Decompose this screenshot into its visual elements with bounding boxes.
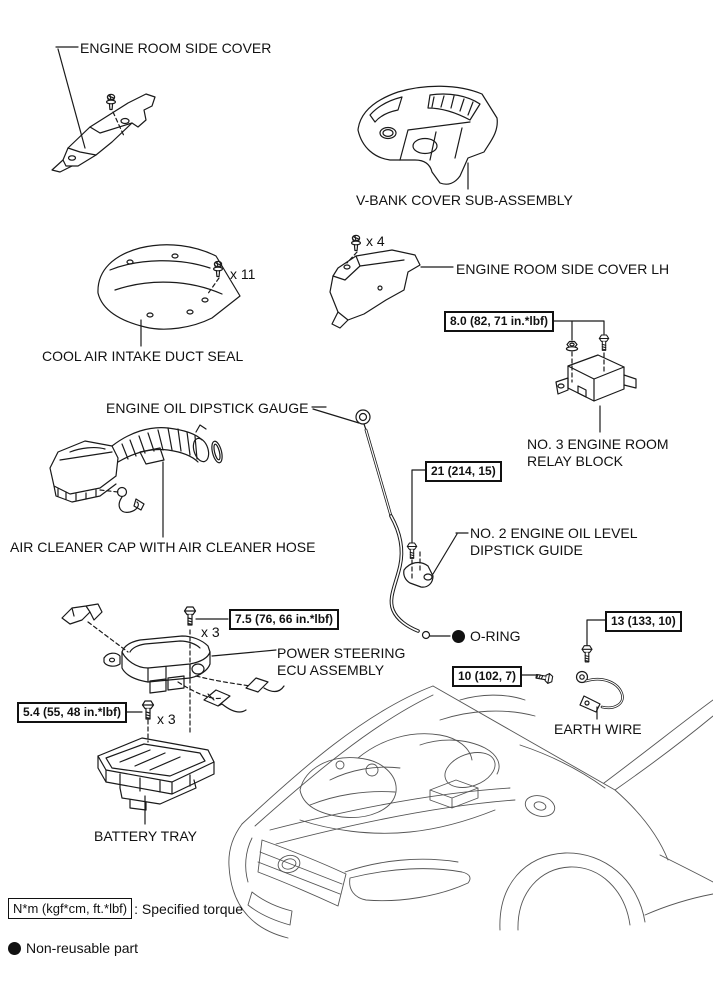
label-earth-wire: EARTH WIRE bbox=[554, 721, 642, 737]
torque-earth-wire-lower: 10 (102, 7) bbox=[452, 666, 522, 687]
label-dipstick-guide-line1: NO. 2 ENGINE OIL LEVEL bbox=[470, 525, 638, 541]
label-power-steering-line1: POWER STEERING bbox=[277, 645, 406, 661]
qty-battery-tray-bolts: x 3 bbox=[157, 711, 176, 727]
legend-non-reusable-text: Non-reusable part bbox=[26, 940, 139, 956]
earth-wire-drawing bbox=[516, 620, 622, 719]
label-air-cleaner-cap: AIR CLEANER CAP WITH AIR CLEANER HOSE bbox=[10, 539, 316, 555]
dipstick-guide-drawing bbox=[404, 470, 468, 636]
label-power-steering-line2: ECU ASSEMBLY bbox=[277, 662, 385, 678]
legend-torque-unit-box: N*m (kgf*cm, ft.*lbf) bbox=[8, 898, 132, 919]
label-o-ring-text: O-RING bbox=[470, 628, 521, 644]
label-battery-tray: BATTERY TRAY bbox=[94, 828, 197, 844]
legend-specified-torque bbox=[8, 898, 243, 919]
label-o-ring bbox=[452, 628, 521, 645]
legend-non-reusable bbox=[8, 940, 138, 956]
label-engine-room-side-cover: ENGINE ROOM SIDE COVER bbox=[80, 40, 272, 56]
v-bank-cover-drawing bbox=[358, 86, 497, 189]
label-cool-air-intake-duct-seal: COOL AIR INTAKE DUCT SEAL bbox=[42, 348, 244, 364]
legend-torque-meaning: : Specified torque bbox=[134, 900, 244, 917]
label-relay-block-line2: RELAY BLOCK bbox=[527, 453, 623, 469]
label-relay-block bbox=[527, 436, 669, 470]
qty-side-cover-lh: x 4 bbox=[366, 233, 385, 249]
air-cleaner-drawing bbox=[50, 425, 224, 537]
label-engine-room-side-cover-lh: ENGINE ROOM SIDE COVER LH bbox=[456, 261, 670, 277]
torque-earth-wire-upper: 13 (133, 10) bbox=[605, 611, 682, 632]
non-reusable-legend-icon bbox=[8, 942, 21, 955]
label-v-bank-cover: V-BANK COVER SUB-ASSEMBLY bbox=[356, 192, 573, 208]
torque-ecu-bolts: 7.5 (76, 66 in.*lbf) bbox=[229, 609, 339, 630]
qty-ecu-bolts: x 3 bbox=[201, 624, 220, 640]
engine-room-side-cover-lh-drawing bbox=[330, 235, 453, 328]
label-engine-oil-dipstick-gauge: ENGINE OIL DIPSTICK GAUGE bbox=[106, 400, 309, 416]
torque-dipstick-guide: 21 (214, 15) bbox=[425, 461, 502, 482]
non-reusable-marker-icon bbox=[452, 630, 465, 643]
relay-block-drawing bbox=[545, 321, 636, 432]
qty-duct-seal: x 11 bbox=[230, 266, 256, 282]
torque-battery-tray: 5.4 (55, 48 in.*lbf) bbox=[17, 702, 127, 723]
label-power-steering-ecu bbox=[277, 645, 405, 679]
engine-room-side-cover-drawing bbox=[52, 47, 155, 172]
cool-air-intake-duct-seal-drawing bbox=[98, 245, 240, 346]
torque-side-cover-lh: 8.0 (82, 71 in.*lbf) bbox=[444, 311, 554, 332]
label-dipstick-guide bbox=[470, 525, 638, 559]
label-relay-block-line1: NO. 3 ENGINE ROOM bbox=[527, 436, 669, 452]
label-dipstick-guide-line2: DIPSTICK GUIDE bbox=[470, 542, 583, 558]
